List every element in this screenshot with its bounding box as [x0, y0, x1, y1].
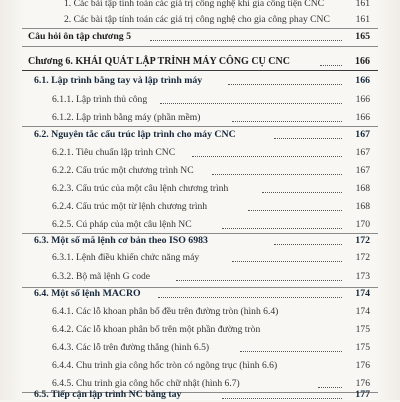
toc-item: [0, 218, 400, 232]
divider: [22, 70, 378, 71]
toc-item: [0, 323, 400, 337]
toc-review: [0, 30, 400, 44]
toc-item-page: 168: [355, 201, 370, 212]
toc-section-label: 6.1. Lập trình bằng tay và lập trình máy: [34, 75, 203, 86]
leader-dots: [240, 351, 342, 352]
divider: [22, 126, 378, 127]
toc-chapter: [0, 55, 400, 69]
toc-item-label: 6.1.1. Lập trình thủ công: [52, 94, 148, 105]
toc-item-label: 6.4.4. Chu trình gia công hốc tròn có ngõng trục (hình 6.6): [52, 360, 278, 371]
leader-dots: [212, 174, 342, 175]
toc-item-label: 6.1.2. Lập trình bằng máy (phần mềm): [52, 112, 201, 123]
toc-section-label: 6.3. Một số mã lệnh cơ bản theo ISO 6983: [34, 235, 208, 246]
toc-section-page: 177: [355, 389, 370, 400]
toc-item: [0, 182, 400, 196]
toc-item-label: 6.2.1. Tiêu chuẩn lập trình CNC: [52, 147, 176, 158]
toc-section-label: 6.4. Một số lệnh MACRO: [34, 288, 141, 299]
toc-section-label: 6.5. Tiếp cận lập trình NC bằng tay: [34, 389, 182, 400]
divider: [22, 46, 378, 47]
toc-item-label: 6.4.3. Các lỗ trên đường thẳng (hình 6.5): [52, 342, 210, 353]
toc-section: [0, 234, 400, 248]
toc-item-label: 6.4.5. Chu trình gia công hốc chữ nhật (hình 6.7): [52, 378, 240, 389]
leader-dots: [176, 280, 342, 281]
divider: [22, 28, 378, 29]
leader-dots: [158, 297, 342, 298]
toc-item: [0, 93, 400, 107]
toc-item-page: 161: [355, 0, 370, 9]
toc-section-label: 6.2. Nguyên tắc cấu trúc lập trình cho máy CNC: [34, 129, 236, 140]
toc-item-page: 176: [355, 378, 370, 389]
toc-item-page: 172: [355, 252, 370, 263]
toc-section-page: 172: [355, 235, 370, 246]
leader-dots: [320, 65, 342, 66]
toc-item: [0, 251, 400, 265]
toc-section-page: 167: [355, 129, 370, 140]
toc-section: [0, 287, 400, 301]
toc-item-page: 175: [355, 342, 370, 353]
toc-chapter-label: Chương 6. KHÁI QUÁT LẬP TRÌNH MÁY CÔNG CỤ CNC: [28, 56, 290, 67]
toc-section-page: 166: [355, 75, 370, 86]
toc-item: [0, 305, 400, 319]
leader-dots: [160, 103, 342, 104]
leader-dots: [228, 84, 342, 85]
toc-item: [0, 200, 400, 214]
toc-item-label: 6.2.5. Cú pháp của một câu lệnh NC: [52, 219, 192, 230]
leader-dots: [192, 156, 342, 157]
toc-item-label: 6.3.2. Bộ mã lệnh G code: [52, 271, 151, 282]
leader-dots: [222, 398, 342, 399]
toc-item-page: 166: [355, 112, 370, 123]
toc-item-page: 175: [355, 324, 370, 335]
toc-item: [0, 270, 400, 284]
toc-review-label: Câu hỏi ôn tập chương 5: [28, 31, 132, 42]
toc-item-page: 161: [355, 14, 370, 25]
toc-item-page: 170: [355, 219, 370, 230]
toc-item: [0, 13, 400, 27]
leader-dots: [222, 228, 342, 229]
toc-review-page: 165: [355, 31, 370, 42]
toc-item-label: 6.2.4. Cấu trúc một từ lệnh chương trình: [52, 201, 208, 212]
leader-dots: [274, 244, 342, 245]
toc-item: [0, 164, 400, 178]
toc-item-page: 168: [355, 183, 370, 194]
toc-item-page: 174: [355, 306, 370, 317]
toc-item: [0, 0, 400, 11]
toc-item-label: 2. Các bài tập tính toán các giá trị công nghệ cho gia công phay CNC: [64, 14, 330, 25]
leader-dots: [248, 210, 342, 211]
toc-item: [0, 146, 400, 160]
toc-section: [0, 128, 400, 142]
toc-item-label: 1. Các bài tập tính toán các giá trị công nghệ khi gia công tiện CNC: [64, 0, 325, 9]
toc-item-label: 6.3.1. Lệnh điều khiển chức năng máy: [52, 252, 200, 263]
leader-dots: [232, 121, 342, 122]
toc-item: [0, 341, 400, 355]
toc-item-label: 6.4.1. Các lỗ khoan phân bố đều trên đường tròn (hình 6.4): [52, 306, 279, 317]
toc-section-page: 174: [355, 288, 370, 299]
leader-dots: [274, 138, 342, 139]
toc-section: [0, 74, 400, 88]
toc-item-label: 6.2.2. Cấu trúc một chương trình NC: [52, 165, 194, 176]
toc-item-page: 176: [355, 360, 370, 371]
toc-item: [0, 111, 400, 125]
toc-item-page: 167: [355, 147, 370, 158]
leader-dots: [232, 261, 342, 262]
toc-chapter-page: 166: [355, 56, 370, 67]
toc-item-page: 166: [355, 94, 370, 105]
toc-item-label: 6.4.2. Các lỗ khoan phân bố trên một phần đường tròn: [52, 324, 261, 335]
toc-item-page: 173: [355, 271, 370, 282]
toc-item-label: 6.2.3. Cấu trúc của một câu lệnh chương trình: [52, 183, 229, 194]
leader-dots: [262, 192, 342, 193]
leader-dots: [150, 40, 342, 41]
toc-item-page: 167: [355, 165, 370, 176]
toc-item: [0, 359, 400, 373]
